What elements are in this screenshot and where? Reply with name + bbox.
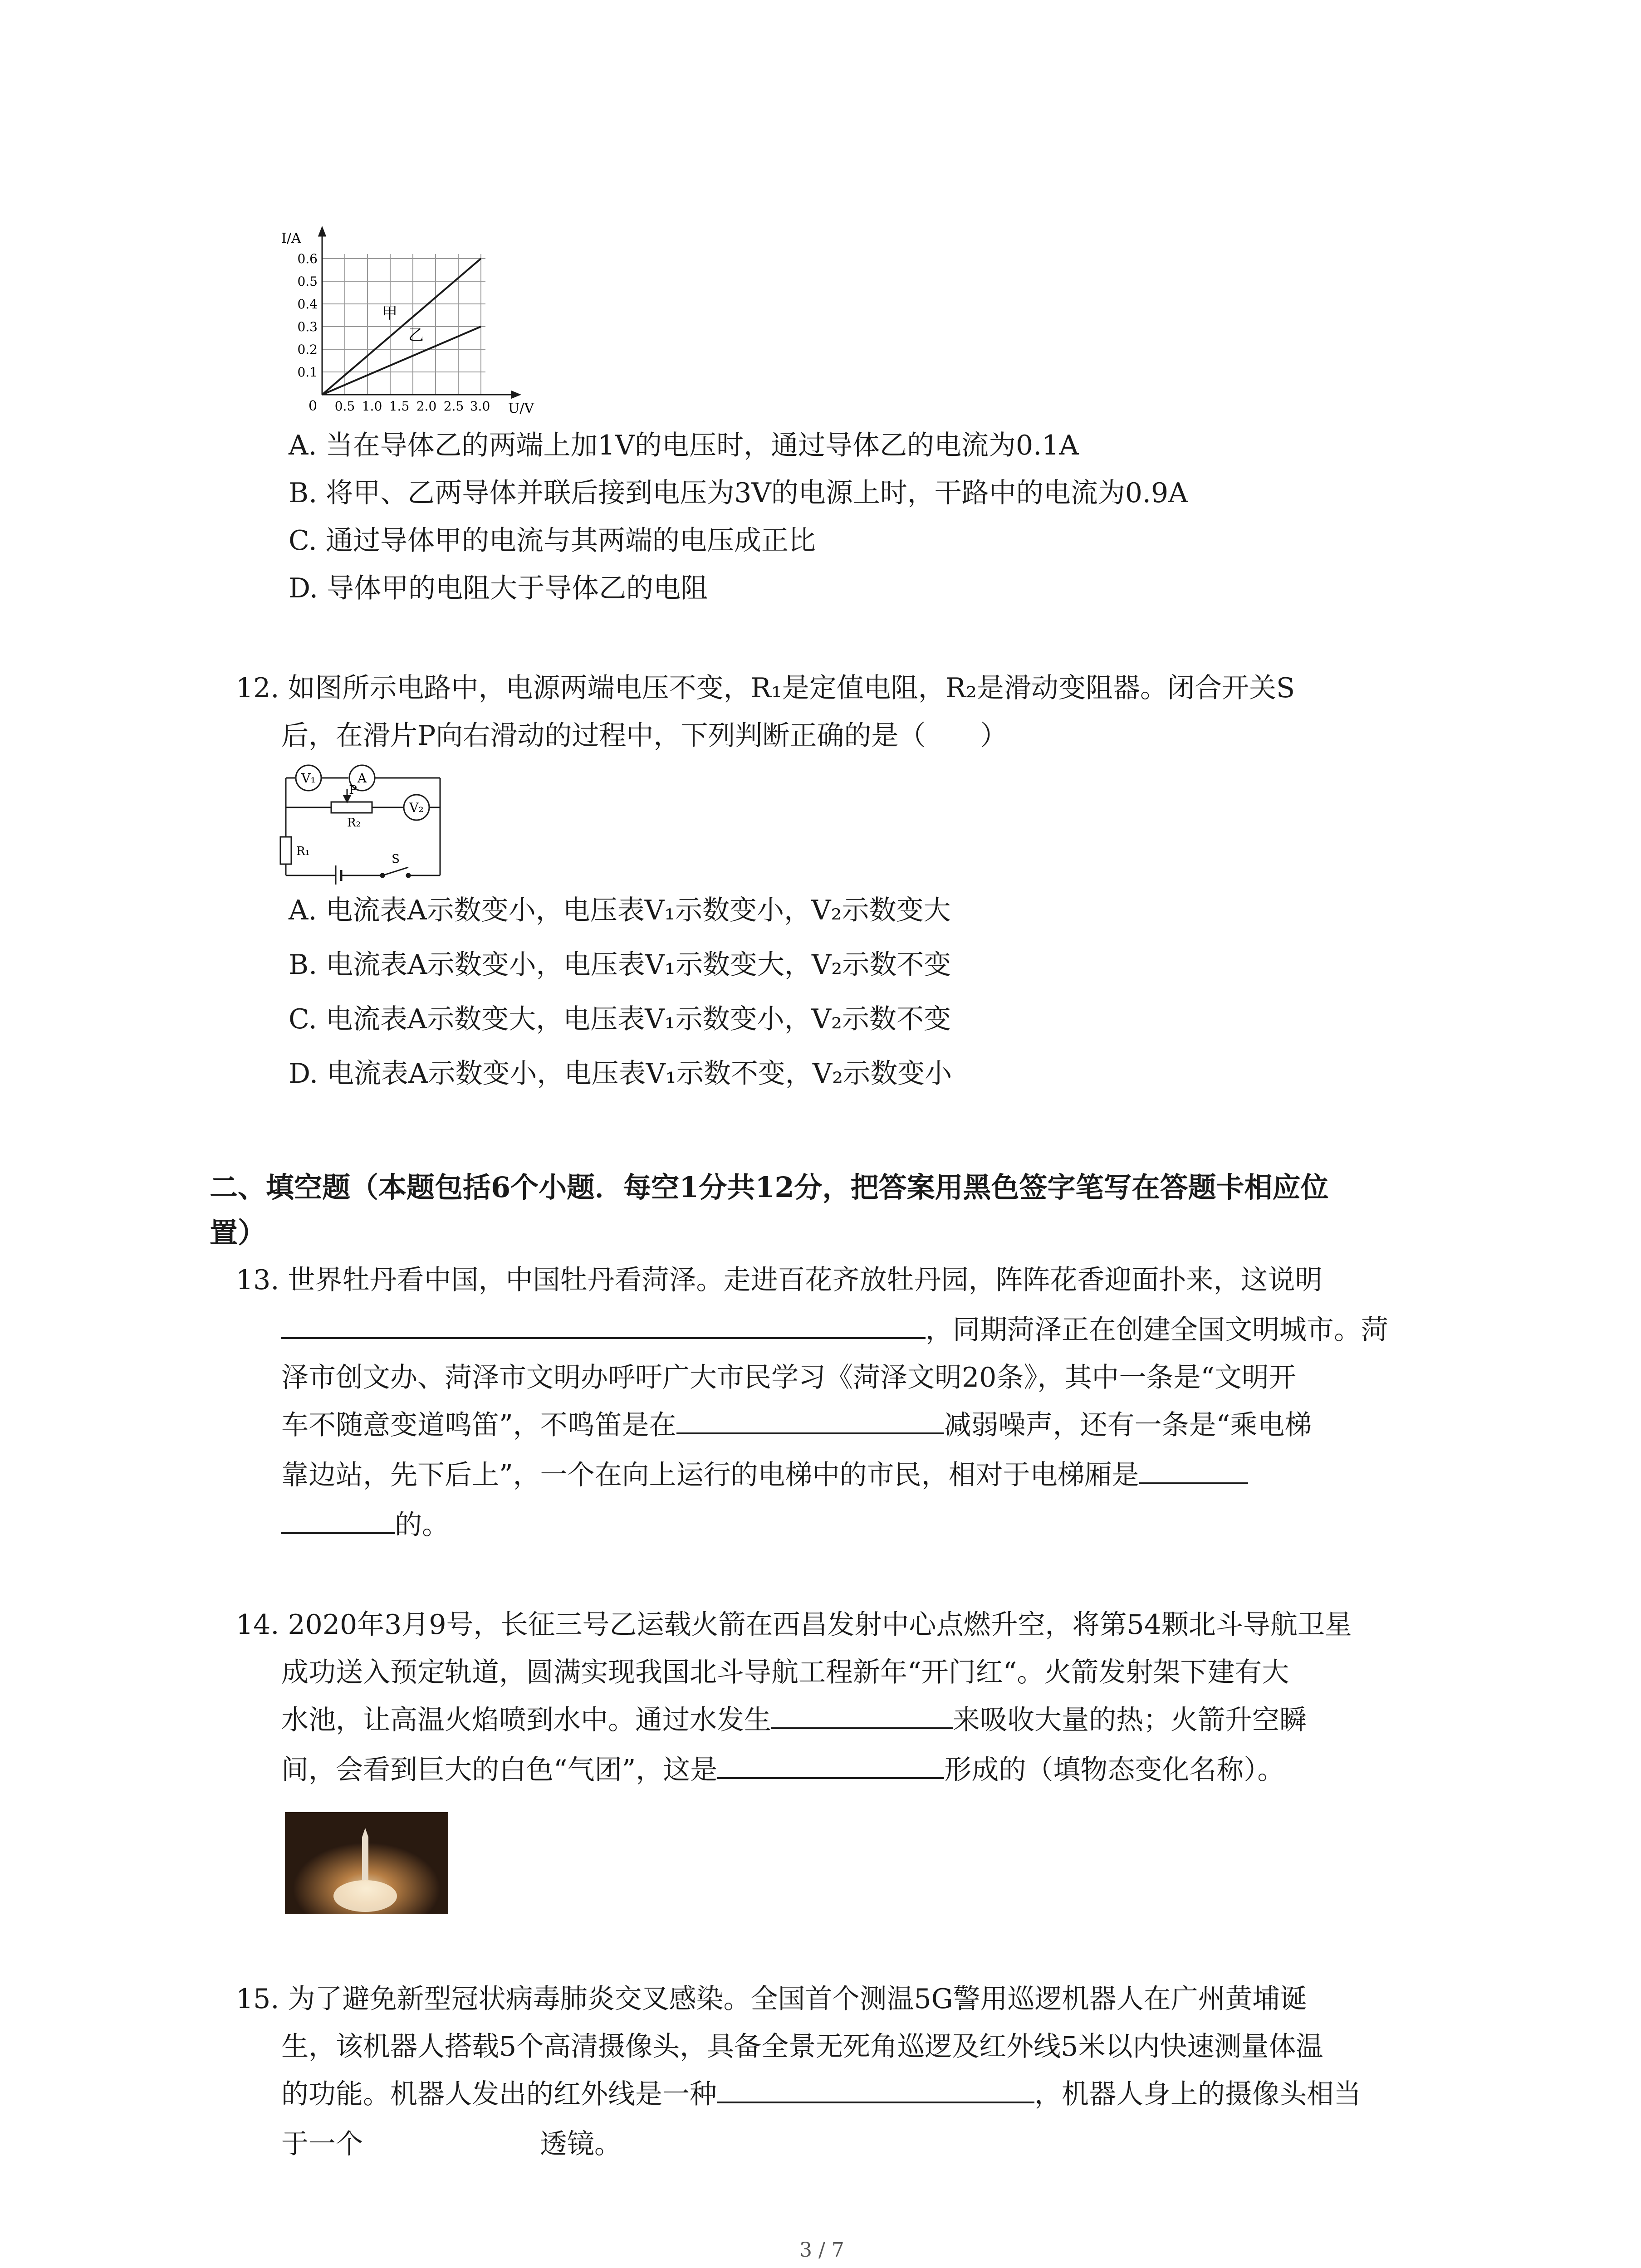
x-tick: 0.5 [334, 399, 355, 414]
q15-line3-text-a: 的功能。机器人发出的红外线是一种 [281, 2078, 717, 2110]
x-tick: 3.0 [470, 399, 490, 414]
q13-line4 [281, 1402, 1312, 1449]
line-yi [322, 327, 481, 395]
q12-option-b: B. 电流表A示数变小，电压表V₁示数变大，V₂示数不变 [289, 949, 951, 981]
y-tick: 0.1 [297, 365, 318, 380]
a-label: A [357, 771, 367, 786]
section-2-heading-line2: 置） [210, 1216, 266, 1249]
q14-line3-text-a: 水池，让高温火焰喷到水中。通过水发生 [281, 1704, 771, 1736]
x-tick: 1.0 [362, 399, 382, 414]
q12-stem-line2: 后，在滑片P向右滑动的过程中，下列判断正确的是（ ） [281, 720, 1008, 752]
q13-line5 [281, 1452, 1248, 1499]
q15-line2: 生，该机器人搭载5个高清摄像头，具备全景无死角巡逻及红外线5米以内快速测量体温 [281, 2031, 1323, 2063]
x-axis-arrow [512, 391, 519, 398]
q15-line4 [281, 2121, 622, 2168]
q15-line1: 15. 为了避免新型冠状病毒肺炎交叉感染。全国首个测温5G警用巡逻机器人在广州黄埔诞 [236, 1983, 1307, 2015]
q11-option-b: B. 将甲、乙两导体并联后接到电压为3V的电源上时，干路中的电流为0.9A [289, 477, 1188, 509]
q14-line2: 成功送入预定轨道，圆满实现我国北斗导航工程新年“开门红“。火箭发射架下建有大 [281, 1657, 1289, 1688]
origin-label: 0 [309, 398, 318, 414]
circuit-diagram [272, 762, 463, 885]
q13-line6 [281, 1501, 449, 1549]
line-yi-label: 乙 [408, 326, 424, 344]
q11-option-c: C. 通过导体甲的电流与其两端的电压成正比 [289, 525, 816, 557]
q13-blank-1[interactable] [281, 1310, 926, 1339]
q13-line6-text: 的。 [395, 1509, 449, 1541]
q15-line4-text-a: 于一个 [281, 2128, 363, 2160]
q14-line3 [281, 1696, 1307, 1744]
y-tick: 0.3 [297, 319, 318, 334]
q11-option-a: A. 当在导体乙的两端上加1V的电压时，通过导体乙的电流为0.1A [289, 430, 1079, 461]
q15-line3 [281, 2071, 1361, 2118]
v1-label: V₁ [301, 771, 316, 786]
y-tick: 0.5 [297, 274, 318, 289]
q14-line4 [281, 1746, 1284, 1794]
q14-line4-text-b: 形成的（填物态变化名称）。 [944, 1754, 1285, 1786]
q15-line3-text-b: ，机器人身上的摄像头相当 [1034, 2078, 1361, 2110]
q15-line4-text-b: 透镜。 [540, 2128, 622, 2160]
switch-s [382, 867, 408, 875]
q13-blank-3a[interactable] [1139, 1455, 1248, 1484]
q13-blank-3b[interactable] [281, 1505, 395, 1534]
q13-line4-text-a: 车不随意变道鸣笛”，不鸣笛是在 [281, 1409, 676, 1441]
q14-blank-2[interactable] [717, 1750, 944, 1779]
line-jia-label: 甲 [382, 304, 397, 323]
q15-blank-1[interactable] [717, 2074, 1034, 2103]
section-2-heading-line1: 二、填空题（本题包括6个小题．每空1分共12分，把答案用黑色签字笔写在答题卡相应位 [210, 1171, 1329, 1204]
q11-option-d: D. 导体甲的电阻大于导体乙的电阻 [289, 572, 708, 604]
q12-option-d: D. 电流表A示数变小，电压表V₁示数不变，V₂示数变小 [289, 1058, 952, 1090]
q13-line2 [281, 1306, 1388, 1354]
q13-line2-text: ，同期菏泽正在创建全国文明城市。菏 [926, 1314, 1388, 1346]
rheostat-r2 [331, 802, 372, 813]
q14-line3-text-b: 来吸收大量的热；火箭升空瞬 [953, 1704, 1307, 1736]
r1-label: R₁ [296, 845, 310, 858]
q13-line1: 13. 世界牡丹看中国，中国牡丹看菏泽。走进百花齐放牡丹园，阵阵花香迎面扑来，这说明 [236, 1264, 1323, 1296]
s-label: S [392, 852, 400, 866]
q14-line4-text-a: 间，会看到巨大的白色“气团”，这是 [281, 1754, 718, 1786]
x-tick: 2.5 [443, 399, 464, 414]
q14-line1: 14. 2020年3月9号，长征三号乙运载火箭在西昌发射中心点燃升空，将第54颗北斗导航卫星 [236, 1609, 1352, 1641]
x-axis-label: U/V [508, 401, 534, 416]
page-number: 3 / 7 [799, 2239, 844, 2262]
q13-line4-text-b: 减弱噪声，还有一条是“乘电梯 [944, 1409, 1312, 1441]
iu-graph [272, 218, 544, 417]
q12-option-c: C. 电流表A示数变大，电压表V₁示数变小，V₂示数不变 [289, 1003, 951, 1035]
x-tick: 1.5 [389, 399, 410, 414]
q13-line5-text: 靠边站，先下后上”，一个在向上运行的电梯中的市民，相对于电梯厢是 [281, 1459, 1139, 1491]
rocket-launch-photo [285, 1812, 448, 1914]
q12-option-a: A. 电流表A示数变小，电压表V₁示数变小，V₂示数变大 [289, 894, 951, 926]
q13-line3: 泽市创文办、菏泽市文明办呼吁广大市民学习《菏泽文明20条》，其中一条是“文明开 [281, 1362, 1297, 1393]
resistor-r1 [280, 837, 291, 864]
y-axis-label: I/A [281, 230, 301, 246]
q13-blank-2[interactable] [676, 1405, 944, 1434]
y-axis-arrow [319, 228, 325, 236]
y-tick: 0.6 [297, 251, 318, 266]
x-tick: 2.0 [416, 399, 437, 414]
v2-label: V₂ [409, 800, 424, 815]
y-tick: 0.2 [297, 342, 318, 357]
r2-label: R₂ [347, 816, 361, 830]
p-label: P [349, 783, 357, 797]
q12-stem-line1: 12. 如图所示电路中，电源两端电压不变，R₁是定值电阻，R₂是滑动变阻器。闭合开关S [236, 672, 1295, 704]
y-tick: 0.4 [297, 297, 318, 312]
q14-blank-1[interactable] [771, 1700, 953, 1729]
